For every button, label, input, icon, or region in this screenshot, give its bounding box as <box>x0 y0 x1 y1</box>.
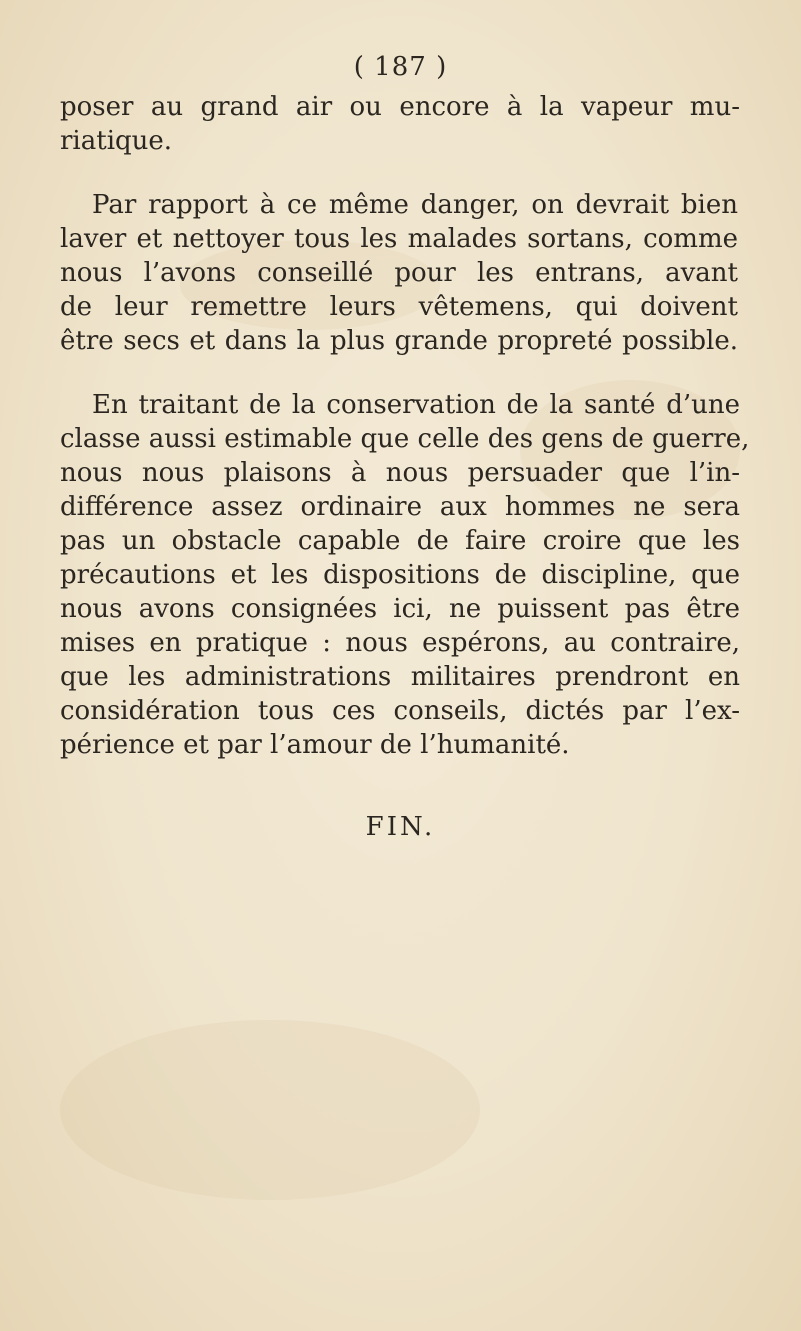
text-line: mises en pratique : nous espérons, au contraire, <box>60 628 740 658</box>
text-line: nous nous plaisons à nous persuader que l’in- <box>60 458 740 488</box>
text-line: poser au grand air ou encore à la vapeur mu- <box>60 92 740 122</box>
text-line: que les administrations militaires prendront en <box>60 662 740 692</box>
text-line: de leur remettre leurs vêtemens, qui doivent <box>60 292 738 322</box>
text-line: être secs et dans la plus grande propreté possible. <box>60 326 738 356</box>
text-line: laver et nettoyer tous les malades sortans, comme <box>60 224 738 254</box>
end-marker: FIN. <box>365 812 436 842</box>
text-line: nous avons consignées ici, ne puissent pas être <box>60 594 740 624</box>
text-line: Par rapport à ce même danger, on devrait bien <box>92 190 738 220</box>
text-line: précautions et les dispositions de discipline, que <box>60 560 740 590</box>
text-line: pas un obstacle capable de faire croire que les <box>60 526 740 556</box>
text-line: riatique. <box>60 126 173 156</box>
text-line: classe aussi estimable que celle des gens de guerre, <box>60 424 750 454</box>
text-line: nous l’avons conseillé pour les entrans, avant <box>60 258 738 288</box>
text-line: considération tous ces conseils, dictés par l’ex- <box>60 696 740 726</box>
text-line: périence et par l’amour de l’humanité. <box>60 730 570 760</box>
text-line: différence assez ordinaire aux hommes ne sera <box>60 492 740 522</box>
page-number: ( 187 ) <box>353 52 448 82</box>
text-line: En traitant de la conservation de la santé d’une <box>92 390 740 420</box>
